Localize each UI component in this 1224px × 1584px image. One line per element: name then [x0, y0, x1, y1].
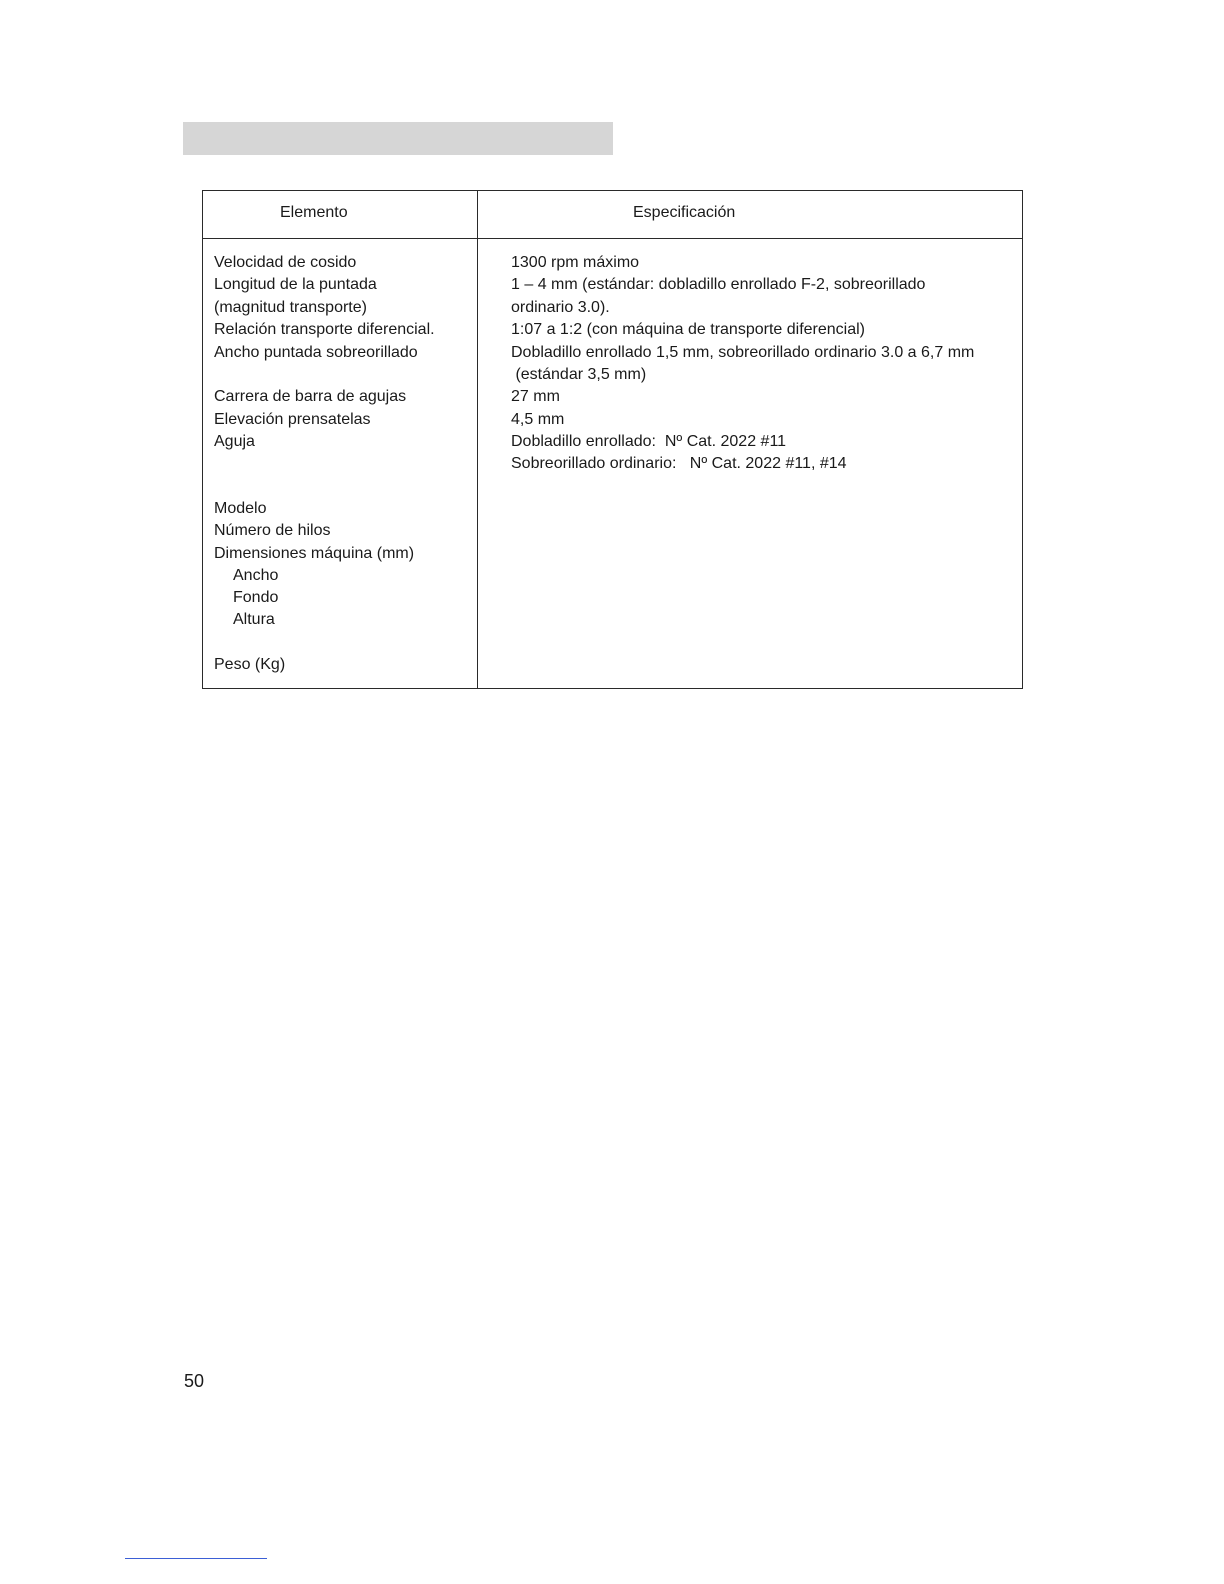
spec-value: 1300 rpm máximo — [511, 254, 640, 271]
item-sublabel: Altura — [233, 611, 275, 628]
item-sublabel: Fondo — [233, 589, 279, 606]
item-label: Velocidad de cosido — [214, 254, 357, 271]
header-divider — [203, 238, 1022, 239]
item-label: (magnitud transporte) — [214, 299, 367, 316]
item-label: Ancho puntada sobreorillado — [214, 344, 418, 361]
section-header-band — [183, 122, 613, 155]
item-label: Número de hilos — [214, 522, 331, 539]
page-number: 50 — [184, 1371, 205, 1391]
spec-value: Dobladillo enrollado: Nº Cat. 2022 #11 — [511, 433, 787, 450]
column-header-item: Elemento — [280, 204, 348, 221]
item-label: Carrera de barra de agujas — [214, 388, 407, 405]
item-label: Peso (Kg) — [214, 656, 286, 673]
spec-value: (estándar 3,5 mm) — [511, 366, 647, 383]
item-label: Elevación prensatelas — [214, 411, 371, 428]
item-label: Relación transporte diferencial. — [214, 321, 435, 338]
column-divider — [477, 191, 478, 688]
item-label: Dimensiones máquina (mm) — [214, 545, 415, 562]
specifications-table — [202, 190, 1023, 689]
spec-value: 4,5 mm — [511, 411, 565, 428]
spec-value: 27 mm — [511, 388, 560, 405]
spec-value: Dobladillo enrollado 1,5 mm, sobreorillado ordinario 3.0 a 6,7 mm — [511, 344, 975, 361]
column-header-spec: Especificación — [633, 204, 736, 221]
spec-value: 1 – 4 mm (estándar: dobladillo enrollado F-2, sobreorillado — [511, 276, 926, 293]
spec-value: ordinario 3.0). — [511, 299, 610, 316]
item-label: Longitud de la puntada — [214, 276, 377, 293]
item-sublabel: Ancho — [233, 567, 279, 584]
item-label: Modelo — [214, 500, 267, 517]
item-label: Aguja — [214, 433, 255, 450]
spec-value: Sobreorillado ordinario: Nº Cat. 2022 #11, #14 — [511, 455, 847, 472]
footer-rule — [125, 1558, 267, 1559]
spec-value: 1:07 a 1:2 (con máquina de transporte diferencial) — [511, 321, 865, 338]
